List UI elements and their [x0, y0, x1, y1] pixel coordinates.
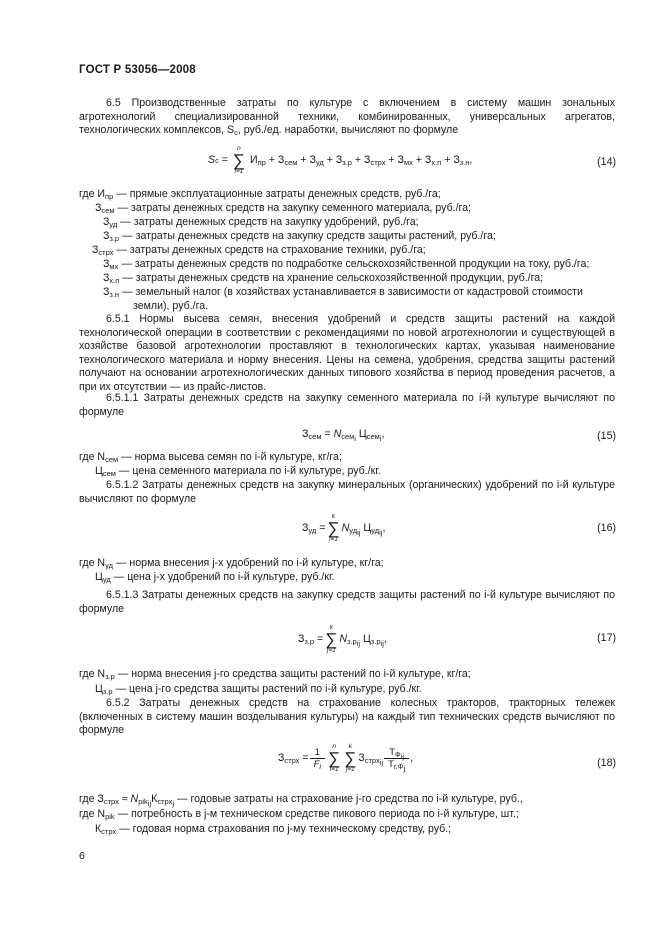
- where-item: $З_{сем}$ — затраты денежных средств на закупку семенного материала, руб./га;: [95, 202, 472, 215]
- paragraph-6-5-1-3: 6.5.1.3 Затраты денежных средств на закупку средств защиты растений по i-й культуре вычисляют по формуле: [79, 589, 615, 615]
- where-item: $З_{з.н}$ — земельный налог (в хозяйствах устанавливается в зависимости от кадастровой стоимости: [103, 286, 583, 299]
- where-item: $З_{з.р}$ — затраты денежных средств на закупку средств защиты растений, руб./га;: [103, 230, 496, 243]
- page-number: 6: [79, 850, 85, 862]
- where-item: где $И_{пр}$ — прямые эксплуатационные затраты денежных средств, руб./га;: [79, 188, 441, 201]
- where-item: $К_{стрх}$ — годовая норма страхования по j-му техническому средству, руб.;: [95, 823, 452, 836]
- where-item: где $З_{стрх} \approx N_{pik_{ij}}К_{стрх_j}$ — годовые затраты на страхование j-го средства по i-й культуре, руб.,: [79, 793, 523, 808]
- formula-18-number: (18): [597, 757, 616, 769]
- where-item: $Ц_{сем}$ — цена семенного материала по i-й культуре, руб./кг.: [95, 465, 381, 478]
- formula-14: S c = n ∑ i=1 $И_{пр} + З_{сем} + З_{уд} + З_{з.р} + З_{стрх} + З_{мх} + З_{х.п} + З_{з.н}$,: [208, 145, 473, 175]
- formula-14-number: (14): [597, 156, 616, 168]
- paragraph-6-5: 6.5 Производственные затраты по культуре с включением в систему машин зональных агротехнологий специализированной техники, комбинированных, универсальных агрегатов, технологических комплексов, $S_c$, руб./ед. наработки, вычисляют по формуле: [79, 97, 615, 138]
- where-item: где $N_{з.р}$ — норма внесения j-го средства защиты растений по i-й культуре, кг/га;: [79, 668, 471, 681]
- where-item: $З_{мх}$ — затраты денежных средств по подработке сельскохозяйственной продукции на току, руб./га;: [103, 258, 590, 271]
- paragraph-6-5-1-1: 6.5.1.1 Затраты денежных средств на закупку семенного материала по i-й культуре вычисляют по формуле: [79, 392, 615, 418]
- document-header: ГОСТ Р 53056—2008: [79, 64, 196, 76]
- formula-15-number: (15): [597, 430, 616, 442]
- where-item: $Ц_{уд}$ — цена j-х удобрений по i-й культуре, руб./кг.: [95, 571, 335, 584]
- formula-17: $З_{з.р}$ = k ∑ j=1 $N_{з.р_{ij}}$ $Ц_{з.р_{ij}}$,: [298, 624, 387, 654]
- where-item: где $N_{pik}$ — потребность в j-м техническом средстве пикового периода по i-й культуре, шт.;: [79, 808, 519, 821]
- formula-17-number: (17): [597, 632, 616, 644]
- where-item: где $N_{сем}$ — норма высева семян по i-й культуре, кг/га;: [79, 451, 342, 464]
- where-item: $З_{уд}$ — затраты денежных средств на закупку удобрений, руб./га;: [103, 216, 419, 229]
- where-item: $З_{х.п}$ — затраты денежных средств на хранение сельскохозяйственной продукции, руб./га;: [103, 272, 544, 285]
- formula-18: $З_{стрх}$ = $\frac{1}{F_i}$ n ∑ i=1 k ∑ j=1 $З_{стрх_{ij}}$ $\frac{Т_{Ф_{ij}}}{Т_{г.Ф_j}}$ ,: [278, 743, 414, 773]
- where-item: $Ц_{з.р}$ — цена j-го средства защиты растений по i-й культуре, руб./кг.: [95, 683, 422, 696]
- where-item: $З_{стрх}$ — затраты денежных средств на страхование техники, руб./га;: [92, 244, 426, 257]
- formula-15: $З_{сем} = N_{сем_i}$ $Ц_{сем_i}$,: [302, 428, 385, 443]
- paragraph-6-5-1-2: 6.5.1.2 Затраты денежных средств на закупку минеральных (органических) удобрений по i-й культуре вычисляют по формуле: [79, 479, 615, 505]
- where-item: где $N_{уд}$ — норма внесения j-х удобрений по i-й культуре, кг/га;: [79, 557, 384, 570]
- paragraph-6-5-1: 6.5.1 Нормы высева семян, внесения удобрений и средств защиты растений на каждой технологической операции в соответствии с рекомендациями по новой агротехнологии и существующей в хозяйстве базовой агротехнологии проставляют в технологических картах, указывая наименование технологического материала и норму внесения. Цены на семена, удобрения, средства защиты растений получают на основании агротехнологических данных типового хозяйства в период проведения расчетов, а при их отсутствии — из прайс-листов.: [79, 313, 615, 393]
- paragraph-6-5-2: 6.5.2 Затраты денежных средств на страхование колесных тракторов, тракторных тележек (включенных в систему машин возделывания культуры) на каждый тип технических средств вычисляют по формуле: [79, 697, 615, 737]
- formula-16: $З_{уд}$ = k ∑ i=1 $N_{уд_{ij}}$ $Ц_{уд_{ij}}$,: [302, 513, 386, 543]
- formula-16-number: (16): [597, 522, 616, 534]
- where-item-continuation: земли), руб./га.: [133, 300, 209, 312]
